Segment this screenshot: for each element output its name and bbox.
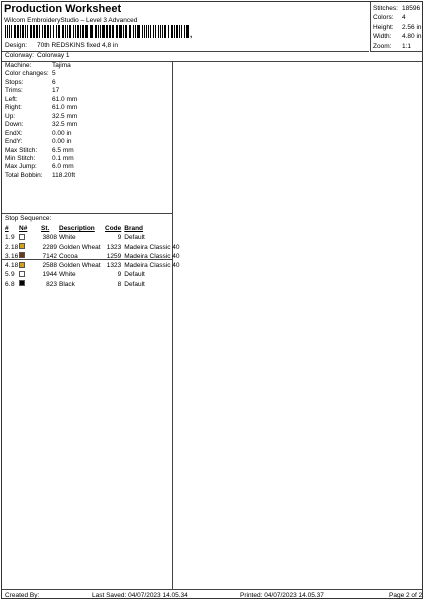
barcode-bar — [106, 25, 108, 38]
barcode-tail-mark: , — [190, 30, 193, 39]
row-num: 5. — [5, 271, 11, 279]
row-brand: Madeira Classic 40 — [124, 243, 180, 251]
barcode-bar — [164, 25, 166, 38]
color-swatch — [19, 243, 25, 249]
row-needle: 9 — [11, 234, 15, 242]
info-row-left: Left: 61.0 mm — [5, 95, 78, 103]
barcode-bar — [75, 25, 76, 38]
info-row-max-stitch: Max Stitch: 6.5 mm — [5, 146, 74, 154]
row-code: 9 — [117, 271, 122, 279]
col-code: Code — [105, 225, 122, 232]
row-brand: Default — [124, 271, 145, 279]
col-stitches: St. — [41, 225, 50, 232]
stat-stitches: Stitches: 18596 — [373, 5, 421, 12]
barcode-bar — [20, 25, 21, 38]
barcode-bar — [144, 25, 145, 38]
barcode-bar — [153, 25, 154, 38]
barcode-bar — [181, 25, 182, 38]
barcode-bar — [73, 25, 74, 38]
barcode-bar — [39, 25, 40, 38]
barcode-bar — [171, 25, 173, 38]
row-description: White — [59, 234, 76, 242]
stat-height: Height: 2.56 in — [373, 23, 422, 31]
row-num: 2. — [5, 243, 11, 251]
table-row — [5, 270, 180, 279]
info-row-color-changes: Color changes: 5 — [5, 70, 56, 78]
row-stitches: 823 — [46, 280, 57, 288]
row-brand: Default — [124, 280, 145, 288]
row-num: 1. — [5, 234, 11, 242]
colorway-label: Colorway: — [5, 52, 34, 59]
stat-colors: Colors: 4 — [373, 14, 406, 22]
barcode-bar — [112, 25, 114, 38]
stat-zoom: Zoom: 1:1 — [373, 42, 412, 50]
barcode-bar — [109, 25, 111, 38]
row-stitches: 7142 — [42, 252, 57, 260]
row-needle: 16 — [11, 252, 19, 260]
barcode-bar — [102, 25, 105, 38]
barcode-bar — [142, 25, 143, 38]
row-code: 1323 — [106, 243, 122, 251]
color-swatch — [19, 280, 25, 286]
column-divider — [172, 61, 173, 589]
row-swatch — [19, 243, 41, 252]
page-number: Page 2 of 2 — [389, 592, 423, 599]
design-value: 70th REDSKINS fixed 4,8 in — [37, 42, 118, 49]
row-num: 6. — [5, 280, 11, 288]
barcode-bar — [160, 25, 161, 38]
barcode-bar — [30, 25, 32, 38]
table-row — [5, 280, 180, 289]
barcode-bar — [33, 25, 35, 38]
barcode-bar — [17, 25, 19, 38]
row-code: 1259 — [106, 252, 122, 260]
barcode-bar — [53, 25, 54, 38]
row-needle: 18 — [11, 262, 19, 270]
row-description: White — [59, 271, 76, 279]
color-swatch — [19, 262, 25, 268]
barcode-bar — [77, 25, 79, 38]
info-row-min-stitch: Min Stitch: 0.1 mm — [5, 154, 74, 162]
barcode-bar — [176, 25, 178, 38]
color-swatch — [19, 252, 25, 258]
barcode-bar — [14, 25, 16, 38]
col-brand: Brand — [124, 225, 144, 232]
col-num: # — [5, 225, 9, 232]
barcode-bar — [80, 25, 81, 38]
barcode-bar — [119, 25, 122, 38]
barcode-bar — [82, 25, 84, 38]
info-row-down: Down: 32.5 mm — [5, 121, 78, 129]
row-needle: 9 — [11, 271, 15, 279]
info-row-total-bobbin: Total Bobbin: 118.20ft — [5, 171, 76, 179]
barcode-bar — [137, 25, 140, 38]
barcode-bar — [62, 25, 64, 38]
color-swatch — [19, 271, 25, 277]
stop-sequence-title: Stop Sequence: — [5, 215, 52, 222]
barcode-bar — [174, 25, 175, 38]
barcode-bar — [158, 25, 159, 38]
row-code: 8 — [117, 280, 122, 288]
barcode-bar — [162, 25, 163, 38]
barcode-bar — [65, 25, 66, 38]
barcode-bar — [9, 25, 10, 38]
colorway-value: Colorway 1 — [37, 52, 70, 59]
barcode-bar — [36, 25, 38, 38]
machine-info — [5, 62, 170, 180]
barcode-bar — [58, 25, 60, 38]
col-needle-spacer — [11, 224, 19, 233]
barcode-bar — [67, 25, 68, 38]
info-row-trims: Trims: 17 — [5, 87, 60, 95]
info-row-right: Right: 61.0 mm — [5, 104, 78, 112]
table-row — [5, 243, 180, 252]
row-code: 1323 — [106, 262, 122, 270]
row-brand: Default — [124, 234, 145, 242]
col-description: Description — [59, 225, 95, 232]
barcode-bar — [100, 25, 101, 38]
row-description: Golden Wheat — [59, 262, 101, 270]
barcode — [5, 25, 189, 38]
barcode-bar — [90, 25, 93, 38]
barcode-bar — [123, 25, 124, 38]
design-label: Design: — [5, 42, 28, 49]
barcode-bar — [22, 25, 24, 38]
info-row-machine: Machine: Tajima — [5, 62, 71, 69]
row-num: 4. — [5, 262, 11, 270]
barcode-bar — [56, 25, 57, 38]
barcode-bar — [27, 25, 28, 38]
barcode-bar — [125, 25, 127, 38]
stop-sequence-table — [5, 224, 180, 289]
barcode-bar — [69, 25, 71, 38]
row-swatch — [19, 233, 41, 242]
barcode-bar — [150, 25, 151, 38]
row-description: Cocoa — [59, 252, 78, 260]
barcode-bar — [179, 25, 180, 38]
row-swatch — [19, 280, 41, 289]
row-brand: Madeira Classic 40 — [124, 262, 180, 270]
row-stitches: 2588 — [42, 262, 57, 270]
row-needle: 8 — [11, 280, 15, 288]
software-subtitle: Wilcom EmbroideryStudio – Level 3 Advanced — [4, 17, 138, 24]
barcode-bar — [184, 25, 185, 38]
page-title: Production Worksheet — [4, 3, 122, 15]
barcode-bar — [98, 25, 99, 38]
barcode-bar — [168, 25, 169, 38]
design-row — [5, 42, 118, 50]
colorway-row — [5, 52, 70, 60]
last-saved: Last Saved: 04/07/2023 14.05.34 — [92, 592, 188, 599]
info-row-up: Up: 32.5 mm — [5, 112, 78, 120]
barcode-bar — [50, 25, 51, 38]
row-needle: 18 — [11, 243, 19, 251]
barcode-bar — [5, 25, 6, 38]
row-description: Black — [59, 280, 75, 288]
barcode-bar — [146, 25, 147, 38]
row-brand: Madeira Classic 40 — [124, 252, 180, 260]
stats-box — [370, 2, 423, 52]
barcode-bar — [95, 25, 97, 38]
color-swatch — [19, 234, 25, 240]
table-header-row — [5, 224, 180, 233]
row-stitches: 2289 — [42, 243, 57, 251]
row-stitches: 3808 — [42, 234, 57, 242]
barcode-bar — [155, 25, 156, 38]
barcode-bar — [133, 25, 134, 38]
info-divider — [2, 213, 172, 214]
footer — [2, 589, 422, 599]
row-num: 3. — [5, 252, 11, 260]
info-row-endx: EndX: 0.00 in — [5, 129, 72, 137]
worksheet-page — [1, 1, 423, 599]
barcode-bar — [47, 25, 49, 38]
table-divider — [2, 259, 172, 260]
table-row — [5, 233, 180, 242]
info-row-max-jump: Max Jump: 6.0 mm — [5, 163, 74, 171]
barcode-bar — [25, 25, 26, 38]
barcode-bar — [44, 25, 46, 38]
stat-width: Width: 4.80 in — [373, 33, 422, 41]
info-row-stops: Stops: 6 — [5, 78, 56, 86]
barcode-bar — [135, 25, 136, 38]
barcode-bar — [42, 25, 43, 38]
row-swatch — [19, 270, 41, 279]
col-needle: N# — [19, 225, 28, 232]
printed-date: Printed: 04/07/2023 14.05.37 — [240, 592, 324, 599]
barcode-bar — [7, 25, 8, 38]
created-by: Created By: — [5, 592, 40, 599]
row-stitches: 1944 — [42, 271, 57, 279]
barcode-bar — [186, 25, 189, 38]
table-row — [5, 261, 180, 270]
barcode-bar — [116, 25, 118, 38]
barcode-bar — [148, 25, 149, 38]
row-swatch — [19, 261, 41, 270]
row-description: Golden Wheat — [59, 243, 101, 251]
header-block — [4, 3, 368, 25]
barcode-bar — [11, 25, 12, 38]
barcode-bar — [129, 25, 131, 38]
barcode-bar — [85, 25, 88, 38]
row-code: 9 — [117, 234, 122, 242]
info-row-endy: EndY: 0.00 in — [5, 138, 72, 146]
